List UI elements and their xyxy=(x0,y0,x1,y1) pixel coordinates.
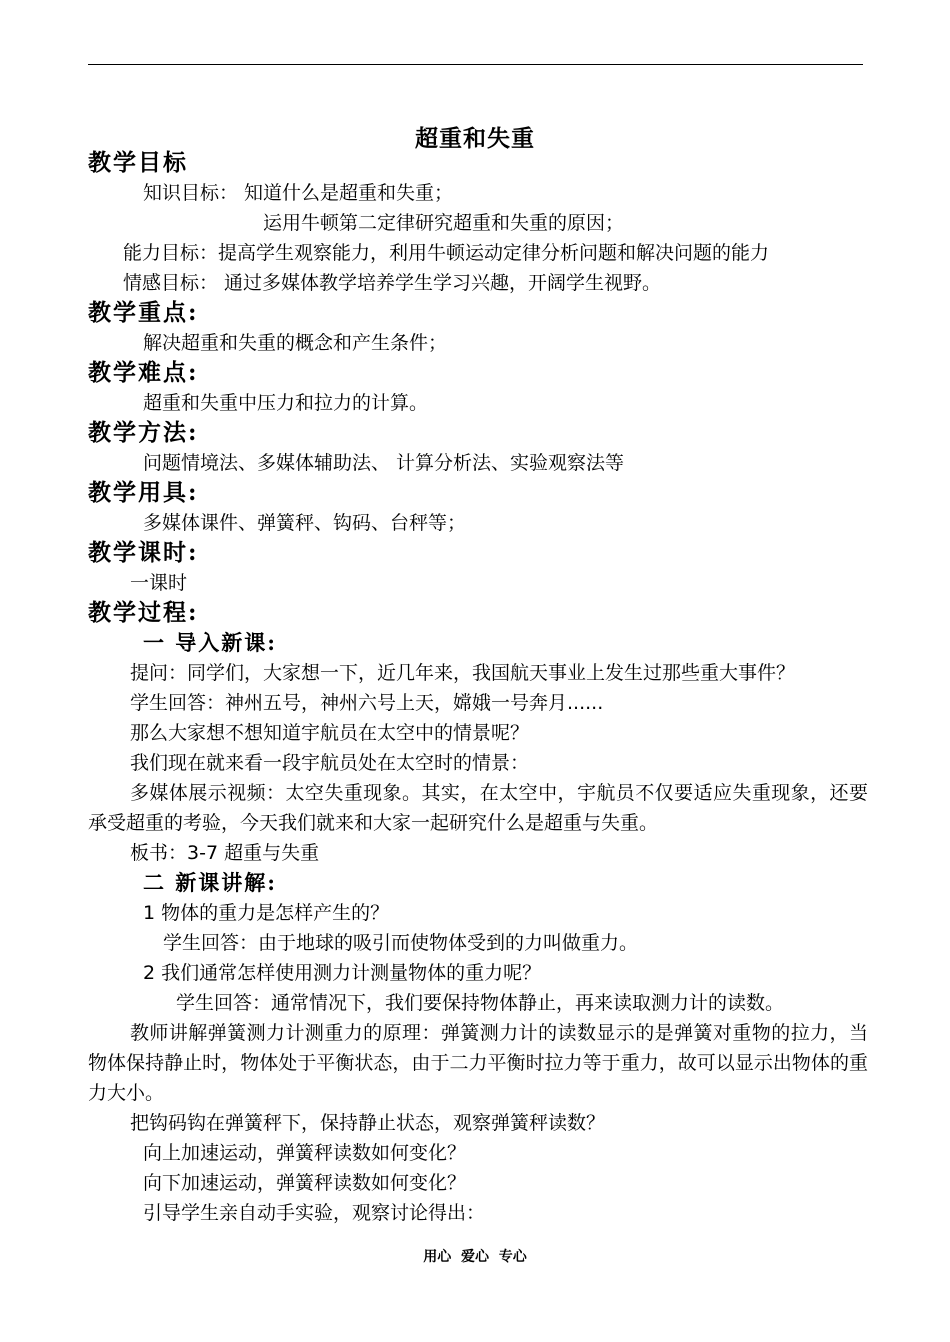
knowledge-goal-line-2: 运用牛顿第二定律研究超重和失重的原因； xyxy=(263,212,625,234)
board-line: 板书：3-7 超重与失重 xyxy=(130,842,320,864)
methods-line: 问题情境法、多媒体辅助法、 计算分析法、实验观察法等 xyxy=(143,452,625,474)
accelerate-down-line: 向下加速运动，弹簧秤读数如何变化？ xyxy=(143,1172,467,1194)
question-1-line: 1 物体的重力是怎样产生的？ xyxy=(143,902,390,924)
goals-heading: 教学目标 xyxy=(88,149,188,176)
guide-line: 引导学生亲自动手实验，观察讨论得出： xyxy=(143,1202,486,1224)
difficulties-heading: 教学难点: xyxy=(88,359,199,386)
intro-subheading: 一 导入新课: xyxy=(143,630,278,655)
intro-answer-line: 学生回答：神州五号，神州六号上天，嫦娥一号奔月...... xyxy=(130,692,604,714)
process-heading: 教学过程: xyxy=(88,599,199,626)
video-paragraph: 多媒体展示视频：太空失重现象。其实，在太空中，宇航员不仅要适应失重现象，还要承受超重的考验，今天我们就来和大家一起研究什么是超重与失重。 xyxy=(88,782,868,834)
page-footer: 用心 爱心 专心 xyxy=(423,1249,527,1265)
knowledge-goal-line-1: 知识目标： 知道什么是超重和失重； xyxy=(143,182,454,204)
tools-heading: 教学用具: xyxy=(88,479,199,506)
methods-heading: 教学方法: xyxy=(88,419,199,446)
intro-curiosity-line: 那么大家想不想知道宇航员在太空中的情景呢？ xyxy=(130,722,530,744)
intro-video-lead-line: 我们现在就来看一段宇航员处在太空时的情景： xyxy=(130,752,530,774)
hours-line: 一课时 xyxy=(130,572,188,594)
hook-weight-line: 把钩码钩在弹簧秤下，保持静止状态，观察弹簧秤读数？ xyxy=(130,1112,606,1134)
explain-paragraph: 教师讲解弹簧测力计测重力的原理：弹簧测力计的读数显示的是弹簧对重物的拉力，当物体保持静止时，物体处于平衡状态，由于二力平衡时拉力等于重力，故可以显示出物体的重力大小。 xyxy=(88,1022,868,1104)
accelerate-up-line: 向上加速运动，弹簧秤读数如何变化？ xyxy=(143,1142,467,1164)
lecture-subheading: 二 新课讲解: xyxy=(143,870,278,895)
key-points-line: 解决超重和失重的概念和产生条件； xyxy=(143,332,448,354)
header-rule xyxy=(88,64,863,65)
tools-line: 多媒体课件、弹簧秤、钩码、台秤等； xyxy=(143,512,467,534)
hours-heading: 教学课时: xyxy=(88,539,199,566)
question-2-line: 2 我们通常怎样使用测力计测量物体的重力呢？ xyxy=(143,962,542,984)
answer-1-line: 学生回答：由于地球的吸引而使物体受到的力叫做重力。 xyxy=(163,932,639,954)
ability-goal-line: 能力目标：提高学生观察能力，利用牛顿运动定律分析问题和解决问题的能力 xyxy=(123,242,770,264)
document-title: 超重和失重 xyxy=(415,125,535,152)
key-points-heading: 教学重点: xyxy=(88,299,199,326)
intro-question-line: 提问：同学们，大家想一下，近几年来，我国航天事业上发生过那些重大事件？ xyxy=(130,662,796,684)
emotion-goal-line: 情感目标： 通过多媒体教学培养学生学习兴趣，开阔学生视野。 xyxy=(123,272,662,294)
difficulties-line: 超重和失重中压力和拉力的计算。 xyxy=(143,392,429,414)
answer-2-line: 学生回答：通常情况下，我们要保持物体静止，再来读取测力计的读数。 xyxy=(176,992,785,1014)
document-body xyxy=(88,148,868,1228)
